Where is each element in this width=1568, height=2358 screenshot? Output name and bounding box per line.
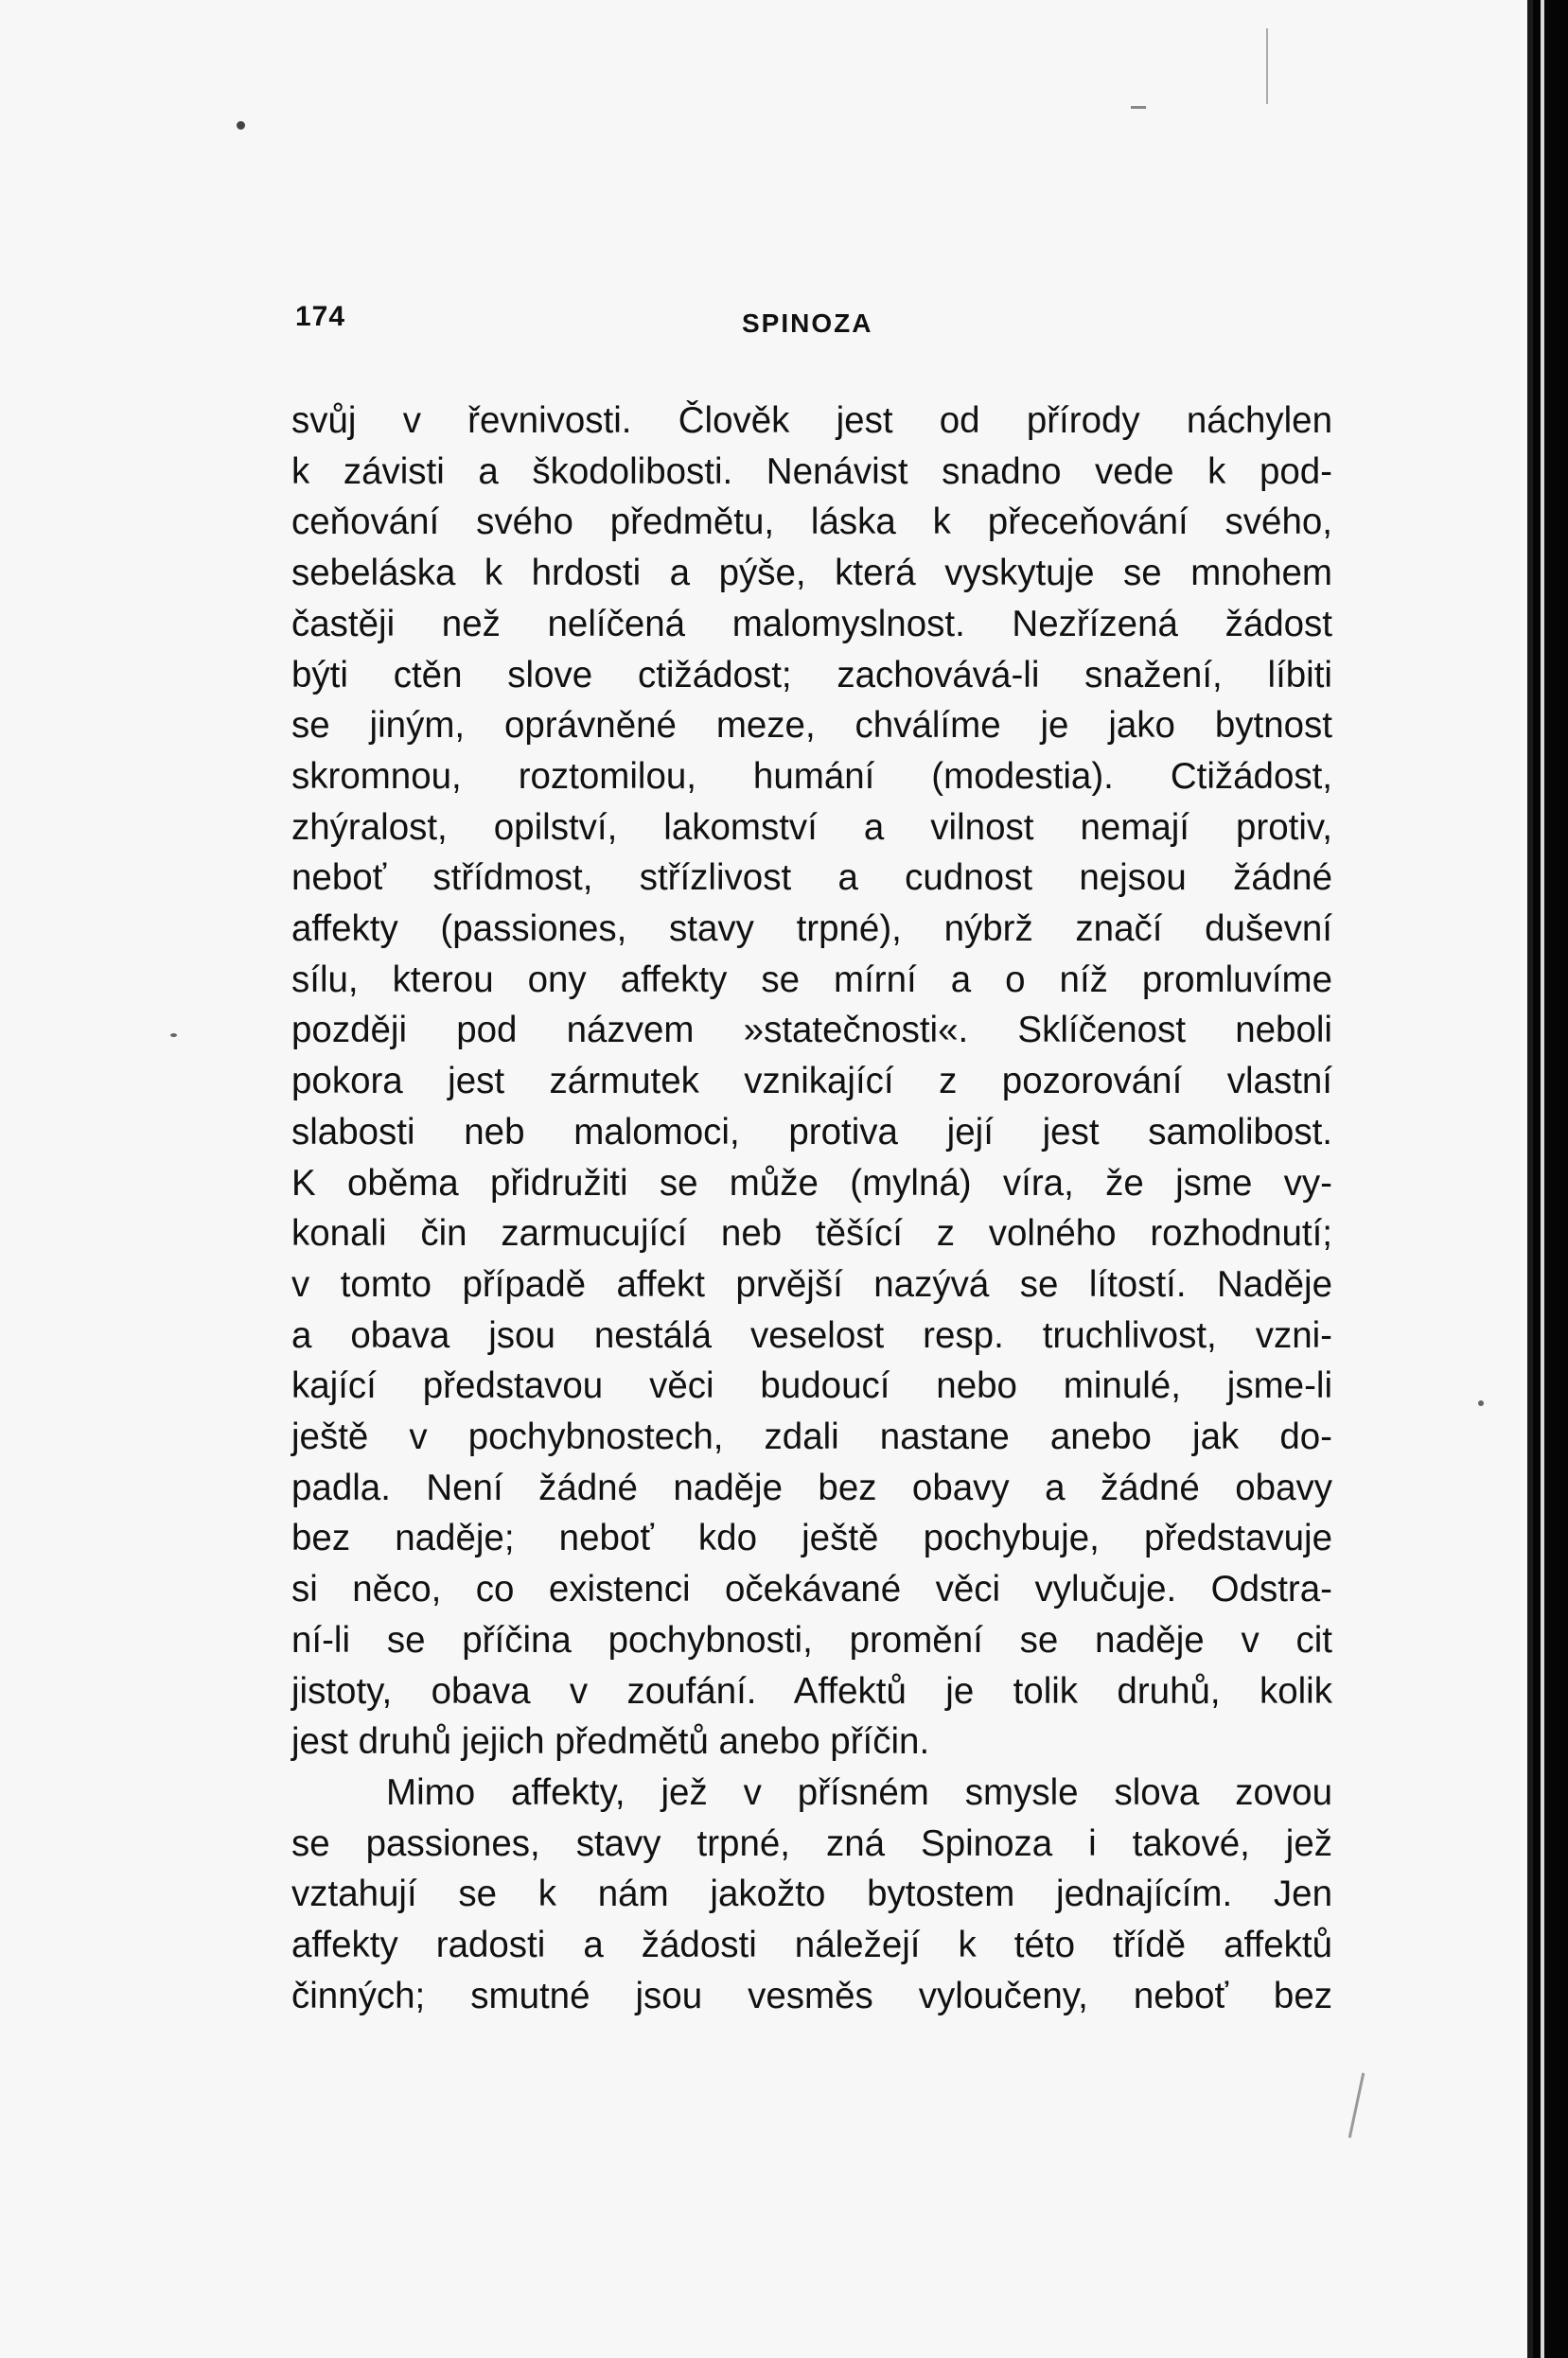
page-number: 174 xyxy=(295,301,346,332)
running-head: SPINOZA xyxy=(742,308,873,338)
text-line: k závisti a škodolibosti. Nenávist snadno vede k pod- xyxy=(291,450,1332,492)
text-line: sebeláska k hrdosti a pýše, která vyskytuje se mnohem xyxy=(291,553,1332,594)
text-line: neboť střídmost, střízlivost a cudnost nejsou žádné xyxy=(291,857,1332,899)
paper-mark xyxy=(1348,2072,1365,2138)
text-line: se jiným, oprávněné meze, chválíme je jako bytnost xyxy=(291,705,1332,747)
body-text xyxy=(291,396,1332,2022)
text-line: jest druhů jejich předmětů anebo příčin. xyxy=(291,1721,930,1763)
text-line: ní-li se příčina pochybnosti, promění se naděje v cit xyxy=(291,1619,1332,1661)
page-header xyxy=(0,301,1533,339)
text-line: konali čin zarmucující neb těšící z volného rozhodnutí; xyxy=(291,1213,1332,1255)
paragraph xyxy=(291,396,1332,1768)
text-line: zhýralost, opilství, lakomství a vilnost nemají protiv, xyxy=(291,806,1332,848)
text-line: slabosti neb malomoci, protiva její jest samolibost. xyxy=(291,1111,1332,1153)
text-line: v tomto případě affekt prvější nazývá se lítostí. Naděje xyxy=(291,1263,1332,1305)
paper-mark xyxy=(1266,28,1268,104)
ink-speck xyxy=(1478,1400,1484,1406)
text-line: později pod názvem »statečnosti«. Sklíčenost neboli xyxy=(291,1010,1332,1051)
text-line: svůj v řevnivosti. Člověk jest od přírody náchylen xyxy=(291,400,1332,441)
text-line: pokora jest zármutek vznikající z pozorování vlastní xyxy=(291,1061,1332,1102)
paper-mark xyxy=(1131,106,1146,109)
text-line: Mimo affekty, jež v přísném smysle slova zovou xyxy=(386,1771,1332,1813)
scan-edge xyxy=(1533,0,1568,2358)
text-line: ceňování svého předmětu, láska k přeceňování svého, xyxy=(291,502,1332,543)
text-line: si něco, co existenci očekávané věci vylučuje. Odstra- xyxy=(291,1569,1332,1610)
ink-speck xyxy=(237,121,245,130)
text-line: častěji než nelíčená malomyslnost. Nezřízená žádost xyxy=(291,603,1332,644)
text-line: K oběma přidružiti se může (mylná) víra, že jsme vy- xyxy=(291,1162,1332,1204)
text-line: skromnou, roztomilou, humání (modestia). Ctižádost, xyxy=(291,755,1332,797)
ink-speck xyxy=(170,1033,177,1037)
paragraph xyxy=(291,1768,1332,2022)
text-line: a obava jsou nestálá veselost resp. truchlivost, vzni- xyxy=(291,1314,1332,1356)
text-line: jistoty, obava v zoufání. Affektů je tolik druhů, kolik xyxy=(291,1670,1332,1712)
text-line: bez naděje; neboť kdo ještě pochybuje, představuje xyxy=(291,1518,1332,1559)
text-line: kající představou věci budoucí nebo minulé, jsme-li xyxy=(291,1365,1332,1407)
text-line: padla. Není žádné naděje bez obavy a žádné obavy xyxy=(291,1467,1332,1508)
text-line: činných; smutné jsou vesměs vyloučeny, neboť bez xyxy=(291,1975,1332,2016)
text-line: vztahují se k nám jakožto bytostem jednajícím. Jen xyxy=(291,1874,1332,1915)
text-line: affekty (passiones, stavy trpné), nýbrž značí duševní xyxy=(291,908,1332,950)
text-line: affekty radosti a žádosti náležejí k této třídě affektů xyxy=(291,1925,1332,1966)
text-line: býti ctěn slove ctižádost; zachovává-li snažení, líbiti xyxy=(291,654,1332,695)
text-line: sílu, kterou ony affekty se mírní a o níž promluvíme xyxy=(291,959,1332,1000)
text-line: se passiones, stavy trpné, zná Spinoza i takové, jež xyxy=(291,1822,1332,1864)
text-line: ještě v pochybnostech, zdali nastane anebo jak do- xyxy=(291,1417,1332,1458)
